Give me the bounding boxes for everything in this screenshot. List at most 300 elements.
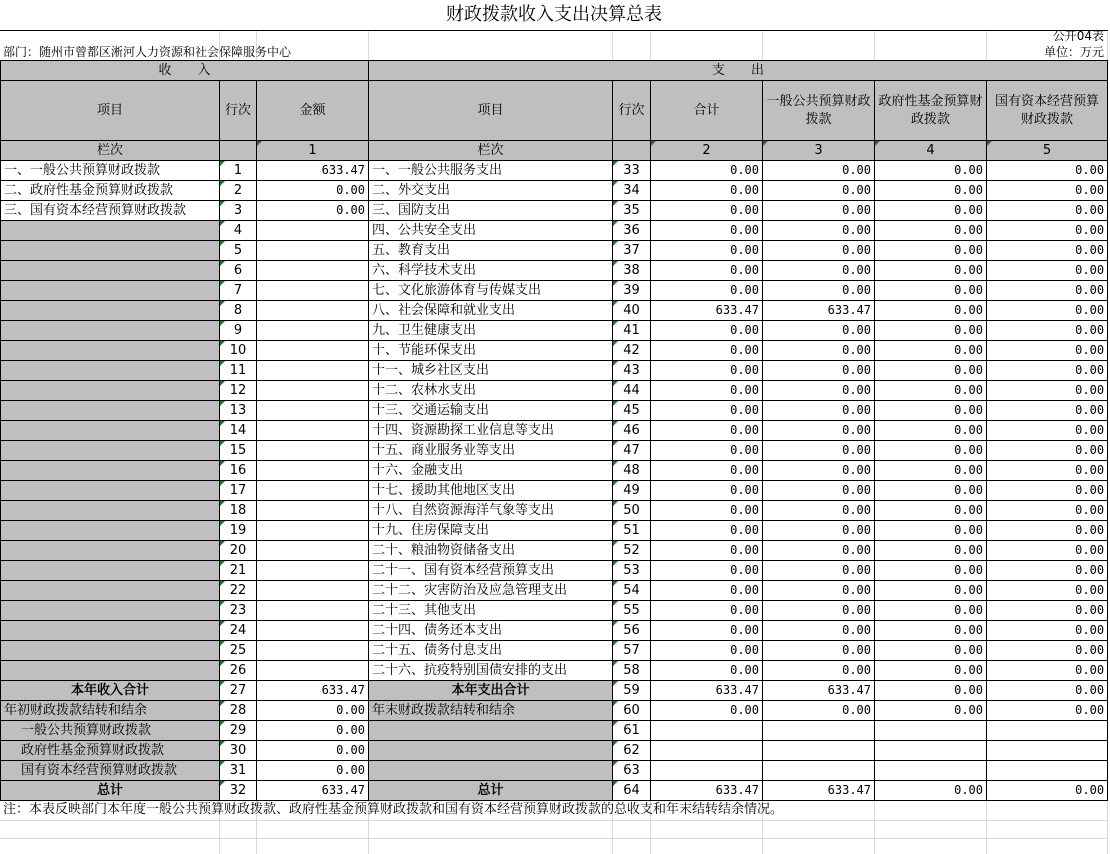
expense-general	[763, 741, 875, 761]
income-item	[1, 621, 220, 641]
expense-soe: 0.00	[987, 381, 1108, 401]
expense-total: 0.00	[651, 341, 763, 361]
expense-soe	[987, 721, 1108, 741]
income-line: 19	[220, 521, 257, 541]
expense-total: 0.00	[651, 401, 763, 421]
income-amount	[257, 221, 369, 241]
expense-item: 二十、粮油物资储备支出	[369, 541, 613, 561]
expense-general: 0.00	[763, 261, 875, 281]
expense-general: 0.00	[763, 521, 875, 541]
table-row	[1, 421, 1108, 441]
expense-general: 0.00	[763, 381, 875, 401]
table-row	[1, 221, 1108, 241]
income-item: 一般公共预算财政拨款	[1, 721, 220, 741]
col-header-general: 一般公共预算财政拨款	[763, 81, 875, 141]
expense-general: 633.47	[763, 301, 875, 321]
expense-general: 0.00	[763, 361, 875, 381]
expense-line: 51	[613, 521, 651, 541]
col-index-1: 1	[257, 141, 369, 161]
income-line: 25	[220, 641, 257, 661]
table-row	[1, 241, 1108, 261]
expense-item: 十七、援助其他地区支出	[369, 481, 613, 501]
expense-fund	[875, 741, 987, 761]
income-item	[1, 481, 220, 501]
expense-general: 0.00	[763, 421, 875, 441]
expense-general: 0.00	[763, 161, 875, 181]
expense-line: 55	[613, 601, 651, 621]
expense-fund: 0.00	[875, 401, 987, 421]
income-line: 4	[220, 221, 257, 241]
income-line: 21	[220, 561, 257, 581]
expense-soe: 0.00	[987, 641, 1108, 661]
table-row	[1, 561, 1108, 581]
expense-total: 0.00	[651, 381, 763, 401]
income-item	[1, 321, 220, 341]
income-item: 年初财政拨款结转和结余	[1, 701, 220, 721]
table-row	[1, 381, 1108, 401]
income-item	[1, 361, 220, 381]
expense-general: 0.00	[763, 621, 875, 641]
footnote: 注：本表反映部门本年度一般公共预算财政拨款、政府性基金预算财政拨款和国有资本经营预算财政拨款的总收支和年末结转结余情况。	[3, 802, 784, 817]
expense-soe: 0.00	[987, 521, 1108, 541]
expense-fund: 0.00	[875, 681, 987, 701]
expense-line: 59	[613, 681, 651, 701]
income-item: 国有资本经营预算财政拨款	[1, 761, 220, 781]
expense-item: 二十一、国有资本经营预算支出	[369, 561, 613, 581]
income-line: 15	[220, 441, 257, 461]
expense-line: 54	[613, 581, 651, 601]
expense-general: 0.00	[763, 401, 875, 421]
expense-line: 57	[613, 641, 651, 661]
income-amount: 0.00	[257, 721, 369, 741]
expense-total: 0.00	[651, 521, 763, 541]
income-line: 7	[220, 281, 257, 301]
expense-total: 0.00	[651, 421, 763, 441]
expense-fund: 0.00	[875, 641, 987, 661]
table-row	[1, 441, 1108, 461]
expense-soe: 0.00	[987, 561, 1108, 581]
table-row	[1, 481, 1108, 501]
income-line: 13	[220, 401, 257, 421]
income-line: 17	[220, 481, 257, 501]
expense-line: 46	[613, 421, 651, 441]
col-header-line: 行次	[220, 81, 257, 141]
expense-total: 0.00	[651, 201, 763, 221]
col-header-total: 合计	[651, 81, 763, 141]
expense-fund: 0.00	[875, 261, 987, 281]
expense-item: 十四、资源勘探工业信息等支出	[369, 421, 613, 441]
expense-line: 64	[613, 781, 651, 801]
expense-total: 633.47	[651, 681, 763, 701]
income-item: 政府性基金预算财政拨款	[1, 741, 220, 761]
table-row	[1, 461, 1108, 481]
expense-item	[369, 761, 613, 781]
income-item	[1, 641, 220, 661]
income-amount	[257, 421, 369, 441]
table-row	[1, 181, 1108, 201]
expense-line: 36	[613, 221, 651, 241]
expense-soe: 0.00	[987, 201, 1108, 221]
expense-fund: 0.00	[875, 321, 987, 341]
expense-item: 九、卫生健康支出	[369, 321, 613, 341]
section-income-header: 收 入	[1, 61, 369, 81]
expense-general: 0.00	[763, 221, 875, 241]
income-item	[1, 221, 220, 241]
income-amount: 0.00	[257, 701, 369, 721]
section-expense-header: 支 出	[369, 61, 1108, 81]
income-item	[1, 521, 220, 541]
income-line: 28	[220, 701, 257, 721]
expense-soe: 0.00	[987, 281, 1108, 301]
expense-line: 53	[613, 561, 651, 581]
expense-line: 33	[613, 161, 651, 181]
col-index-blank	[220, 141, 257, 161]
col-header-item2: 项目	[369, 81, 613, 141]
expense-total: 0.00	[651, 441, 763, 461]
expense-fund: 0.00	[875, 621, 987, 641]
expense-total: 0.00	[651, 661, 763, 681]
expense-fund: 0.00	[875, 241, 987, 261]
income-item	[1, 241, 220, 261]
expense-total: 0.00	[651, 581, 763, 601]
department-label: 部门：随州市曾都区淅河人力资源和社会保障服务中心	[3, 45, 292, 59]
income-line: 3	[220, 201, 257, 221]
income-item	[1, 461, 220, 481]
expense-line: 49	[613, 481, 651, 501]
expense-item: 五、教育支出	[369, 241, 613, 261]
expense-general	[763, 761, 875, 781]
income-line: 23	[220, 601, 257, 621]
income-line: 1	[220, 161, 257, 181]
expense-general	[763, 721, 875, 741]
income-line: 30	[220, 741, 257, 761]
income-item	[1, 261, 220, 281]
expense-general: 0.00	[763, 461, 875, 481]
income-amount	[257, 301, 369, 321]
expense-fund: 0.00	[875, 281, 987, 301]
expense-item: 二十四、债务还本支出	[369, 621, 613, 641]
income-amount	[257, 381, 369, 401]
income-amount: 633.47	[257, 781, 369, 801]
expense-item: 六、科学技术支出	[369, 261, 613, 281]
expense-general: 633.47	[763, 781, 875, 801]
expense-line: 52	[613, 541, 651, 561]
table-row	[1, 641, 1108, 661]
expense-item	[369, 721, 613, 741]
expense-soe: 0.00	[987, 481, 1108, 501]
col-index-3: 3	[763, 141, 875, 161]
income-amount	[257, 661, 369, 681]
col-index-4: 4	[875, 141, 987, 161]
expense-total: 0.00	[651, 221, 763, 241]
expense-fund	[875, 761, 987, 781]
income-amount: 0.00	[257, 741, 369, 761]
expense-line: 63	[613, 761, 651, 781]
unit-label: 单位：万元	[1043, 45, 1104, 59]
income-line: 31	[220, 761, 257, 781]
financial-table	[0, 60, 1108, 801]
expense-total: 0.00	[651, 461, 763, 481]
table-row	[1, 341, 1108, 361]
expense-item: 二十五、债务付息支出	[369, 641, 613, 661]
col-index-2: 2	[651, 141, 763, 161]
income-item	[1, 441, 220, 461]
expense-soe: 0.00	[987, 581, 1108, 601]
expense-item: 二、外交支出	[369, 181, 613, 201]
expense-total: 0.00	[651, 181, 763, 201]
expense-line: 50	[613, 501, 651, 521]
income-amount	[257, 401, 369, 421]
expense-total: 0.00	[651, 161, 763, 181]
table-row	[1, 581, 1108, 601]
expense-item: 十八、自然资源海洋气象等支出	[369, 501, 613, 521]
expense-soe: 0.00	[987, 601, 1108, 621]
expense-soe	[987, 741, 1108, 761]
expense-item: 四、公共安全支出	[369, 221, 613, 241]
expense-item	[369, 741, 613, 761]
expense-line: 41	[613, 321, 651, 341]
table-row	[1, 161, 1108, 181]
expense-soe: 0.00	[987, 421, 1108, 441]
expense-general: 633.47	[763, 681, 875, 701]
expense-total: 0.00	[651, 281, 763, 301]
income-item: 一、一般公共预算财政拨款	[1, 161, 220, 181]
expense-soe: 0.00	[987, 781, 1108, 801]
expense-item: 一、一般公共服务支出	[369, 161, 613, 181]
expense-soe: 0.00	[987, 321, 1108, 341]
expense-general: 0.00	[763, 241, 875, 261]
income-item	[1, 561, 220, 581]
expense-item: 十九、住房保障支出	[369, 521, 613, 541]
income-item	[1, 281, 220, 301]
expense-soe: 0.00	[987, 661, 1108, 681]
expense-line: 40	[613, 301, 651, 321]
expense-soe: 0.00	[987, 461, 1108, 481]
expense-fund: 0.00	[875, 301, 987, 321]
expense-item: 七、文化旅游体育与传媒支出	[369, 281, 613, 301]
expense-fund: 0.00	[875, 481, 987, 501]
expense-soe: 0.00	[987, 361, 1108, 381]
income-item	[1, 421, 220, 441]
expense-total: 0.00	[651, 561, 763, 581]
expense-general: 0.00	[763, 441, 875, 461]
income-item	[1, 341, 220, 361]
expense-fund: 0.00	[875, 781, 987, 801]
income-line: 20	[220, 541, 257, 561]
expense-soe: 0.00	[987, 241, 1108, 261]
col-index-5: 5	[987, 141, 1108, 161]
income-line: 11	[220, 361, 257, 381]
expense-total	[651, 761, 763, 781]
expense-general: 0.00	[763, 501, 875, 521]
income-item	[1, 601, 220, 621]
expense-fund: 0.00	[875, 601, 987, 621]
expense-total: 0.00	[651, 541, 763, 561]
income-amount	[257, 501, 369, 521]
expense-line: 47	[613, 441, 651, 461]
income-item	[1, 501, 220, 521]
income-line: 10	[220, 341, 257, 361]
table-row	[1, 501, 1108, 521]
expense-item: 十、节能环保支出	[369, 341, 613, 361]
income-amount	[257, 441, 369, 461]
expense-general: 0.00	[763, 321, 875, 341]
expense-fund: 0.00	[875, 341, 987, 361]
expense-fund: 0.00	[875, 501, 987, 521]
col-header-line2: 行次	[613, 81, 651, 141]
expense-item: 二十三、其他支出	[369, 601, 613, 621]
expense-fund: 0.00	[875, 561, 987, 581]
expense-total: 0.00	[651, 481, 763, 501]
expense-item: 三、国防支出	[369, 201, 613, 221]
expense-fund: 0.00	[875, 421, 987, 441]
income-amount	[257, 321, 369, 341]
table-row	[1, 201, 1108, 221]
income-item: 二、政府性基金预算财政拨款	[1, 181, 220, 201]
expense-soe: 0.00	[987, 261, 1108, 281]
income-line: 14	[220, 421, 257, 441]
expense-general: 0.00	[763, 541, 875, 561]
income-item	[1, 401, 220, 421]
expense-fund: 0.00	[875, 381, 987, 401]
expense-line: 56	[613, 621, 651, 641]
expense-item: 十五、商业服务业等支出	[369, 441, 613, 461]
expense-fund: 0.00	[875, 221, 987, 241]
expense-fund: 0.00	[875, 181, 987, 201]
income-line: 24	[220, 621, 257, 641]
expense-fund: 0.00	[875, 541, 987, 561]
expense-item: 十二、农林水支出	[369, 381, 613, 401]
expense-general: 0.00	[763, 641, 875, 661]
income-item	[1, 381, 220, 401]
income-amount	[257, 601, 369, 621]
form-number: 公开04表	[1052, 29, 1104, 43]
expense-line: 39	[613, 281, 651, 301]
expense-item: 十一、城乡社区支出	[369, 361, 613, 381]
income-amount	[257, 361, 369, 381]
expense-line: 38	[613, 261, 651, 281]
income-line: 2	[220, 181, 257, 201]
expense-item: 十六、金融支出	[369, 461, 613, 481]
income-amount: 0.00	[257, 761, 369, 781]
income-line: 5	[220, 241, 257, 261]
income-amount: 0.00	[257, 181, 369, 201]
table-row	[1, 401, 1108, 421]
income-amount	[257, 241, 369, 261]
expense-total: 0.00	[651, 601, 763, 621]
income-amount: 633.47	[257, 161, 369, 181]
expense-soe: 0.00	[987, 401, 1108, 421]
expense-total: 0.00	[651, 321, 763, 341]
expense-total	[651, 721, 763, 741]
expense-soe: 0.00	[987, 221, 1108, 241]
col-header-amount: 金额	[257, 81, 369, 141]
expense-line: 35	[613, 201, 651, 221]
income-amount	[257, 521, 369, 541]
expense-total: 0.00	[651, 501, 763, 521]
expense-fund	[875, 721, 987, 741]
expense-line: 62	[613, 741, 651, 761]
income-line: 8	[220, 301, 257, 321]
col-index-label-left: 栏次	[1, 141, 220, 161]
expense-general: 0.00	[763, 561, 875, 581]
expense-line: 48	[613, 461, 651, 481]
expense-total: 633.47	[651, 781, 763, 801]
expense-item: 本年支出合计	[369, 681, 613, 701]
report-title: 财政拨款收入支出决算总表	[0, 0, 1108, 31]
expense-total: 633.47	[651, 301, 763, 321]
summary-row	[1, 781, 1108, 801]
expense-soe: 0.00	[987, 541, 1108, 561]
income-line: 12	[220, 381, 257, 401]
col-header-fund: 政府性基金预算财政拨款	[875, 81, 987, 141]
expense-line: 44	[613, 381, 651, 401]
income-item	[1, 541, 220, 561]
summary-row	[1, 701, 1108, 721]
expense-soe: 0.00	[987, 621, 1108, 641]
expense-item: 总计	[369, 781, 613, 801]
expense-line: 42	[613, 341, 651, 361]
expense-item: 年末财政拨款结转和结余	[369, 701, 613, 721]
expense-item: 二十二、灾害防治及应急管理支出	[369, 581, 613, 601]
expense-soe: 0.00	[987, 681, 1108, 701]
expense-total: 0.00	[651, 241, 763, 261]
expense-general: 0.00	[763, 281, 875, 301]
income-line: 16	[220, 461, 257, 481]
income-amount	[257, 481, 369, 501]
expense-soe: 0.00	[987, 181, 1108, 201]
expense-line: 60	[613, 701, 651, 721]
table-row	[1, 361, 1108, 381]
expense-total: 0.00	[651, 361, 763, 381]
col-index-blank	[613, 141, 651, 161]
income-line: 9	[220, 321, 257, 341]
expense-fund: 0.00	[875, 701, 987, 721]
summary-row	[1, 681, 1108, 701]
income-item	[1, 661, 220, 681]
table-row	[1, 521, 1108, 541]
table-row	[1, 321, 1108, 341]
income-amount	[257, 341, 369, 361]
income-item: 本年收入合计	[1, 681, 220, 701]
expense-soe: 0.00	[987, 701, 1108, 721]
income-line: 27	[220, 681, 257, 701]
col-index-label-right: 栏次	[369, 141, 613, 161]
summary-row	[1, 761, 1108, 781]
income-item: 三、国有资本经营预算财政拨款	[1, 201, 220, 221]
expense-line: 34	[613, 181, 651, 201]
expense-general: 0.00	[763, 701, 875, 721]
table-row	[1, 301, 1108, 321]
expense-fund: 0.00	[875, 161, 987, 181]
income-line: 22	[220, 581, 257, 601]
table-row	[1, 261, 1108, 281]
summary-row	[1, 721, 1108, 741]
income-item	[1, 301, 220, 321]
col-header-soe: 国有资本经营预算财政拨款	[987, 81, 1108, 141]
expense-general: 0.00	[763, 661, 875, 681]
table-row	[1, 541, 1108, 561]
summary-row	[1, 741, 1108, 761]
table-row	[1, 281, 1108, 301]
expense-fund: 0.00	[875, 521, 987, 541]
expense-general: 0.00	[763, 341, 875, 361]
table-row	[1, 661, 1108, 681]
income-amount	[257, 641, 369, 661]
income-line: 18	[220, 501, 257, 521]
expense-soe: 0.00	[987, 341, 1108, 361]
col-header-item: 项目	[1, 81, 220, 141]
